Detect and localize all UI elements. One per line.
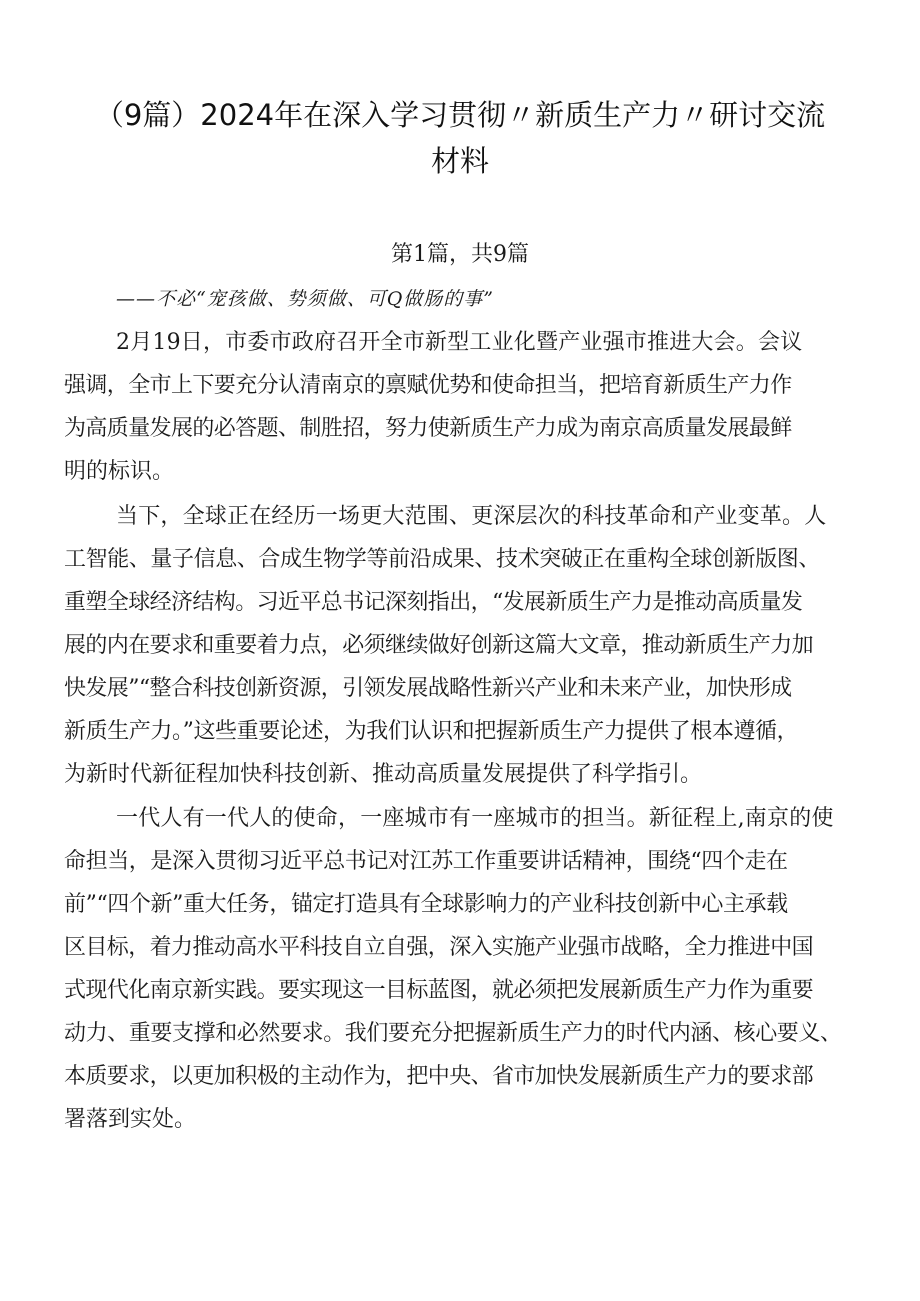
paragraph-2-line-4: 展的内在要求和重要着力点，必须继续做好创新这篇大文章，推动新质生产力加 bbox=[64, 633, 814, 658]
paragraph-3-line-2: 命担当，是深入贯彻习近平总书记对江苏工作重要讲话精神，围绕“四个走在 bbox=[64, 849, 788, 874]
section-epigraph: ——不必“宠孩做、势须做、可Q做肠的事” bbox=[116, 288, 495, 310]
paragraph-2-line-5: 快发展”“整合科技创新资源，引领发展战略性新兴产业和未来产业，加快形成 bbox=[64, 676, 792, 701]
paragraph-1-line-1: 2月19日，市委市政府召开全市新型工业化暨产业强市推进大会。会议 bbox=[116, 330, 803, 355]
paragraph-3-line-3: 前”“四个新”重大任务，锚定打造具有全球影响力的产业科技创新中心主承载 bbox=[64, 892, 788, 917]
paragraph-2-line-6: 新质生产力。”这些重要论述，为我们认识和把握新质生产力提供了根本遵循， bbox=[64, 719, 799, 744]
paragraph-3-line-1: 一代人有一代人的使命，一座城市有一座城市的担当。新征程上,南京的使 bbox=[116, 806, 834, 831]
paragraph-3-line-8: 署落到实处。 bbox=[64, 1107, 197, 1132]
paragraph-3-line-4: 区目标，着力推动高水平科技自立自强，深入实施产业强市战略，全力推进中国 bbox=[64, 935, 814, 960]
paragraph-2-line-2: 工智能、量子信息、合成生物学等前沿成果、技术突破正在重构全球创新版图、 bbox=[64, 547, 821, 572]
paragraph-3-line-7: 本质要求，以更加积极的主动作为，把中央、省市加快发展新质生产力的要求部 bbox=[64, 1064, 814, 1089]
document-title-line-2: 材料 bbox=[430, 144, 489, 178]
paragraph-1-line-2: 强调，全市上下要充分认清南京的禀赋优势和使命担当，把培育新质生产力作 bbox=[64, 373, 792, 398]
document-title-line-1: （9篇）2024年在深入学习贯彻〃新质生产力〃研讨交流 bbox=[94, 98, 826, 132]
paragraph-1-line-4: 明的标识。 bbox=[64, 459, 175, 484]
paragraph-2-line-1: 当下，全球正在经历一场更大范围、更深层次的科技革命和产业变革。人 bbox=[116, 504, 827, 529]
paragraph-2-line-7: 为新时代新征程加快科技创新、推动高质量发展提供了科学指引。 bbox=[64, 762, 703, 787]
section-label: 第1篇，共9篇 bbox=[391, 242, 529, 267]
paragraph-3-line-6: 动力、重要支撑和必然要求。我们要充分把握新质生产力的时代内涵、核心要义、 bbox=[64, 1021, 842, 1046]
paragraph-3-line-5: 式现代化南京新实践。要实现这一目标蓝图，就必须把发展新质生产力作为重要 bbox=[64, 978, 814, 1003]
paragraph-1-line-3: 为高质量发展的必答题、制胜招，努力使新质生产力成为南京高质量发展最鲜 bbox=[64, 416, 792, 441]
paragraph-2-line-3: 重塑全球经济结构。习近平总书记深刻指出，“发展新质生产力是推动高质量发 bbox=[64, 590, 803, 615]
